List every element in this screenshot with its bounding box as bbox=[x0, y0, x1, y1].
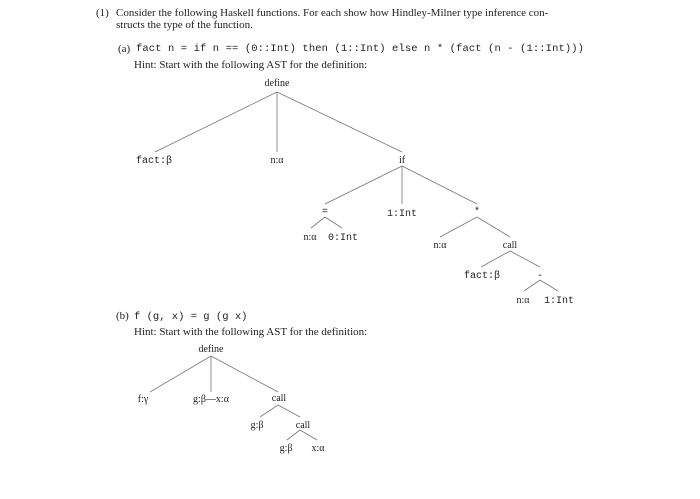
problem-text-line-1: Consider the following Haskell functions. For each show how Hindley-Milner type inference con- bbox=[116, 7, 549, 19]
edge-b-define-f bbox=[150, 356, 211, 392]
problem-number: (1) bbox=[96, 7, 109, 19]
part-a-hint: Hint: Start with the following AST for the definition: bbox=[134, 59, 368, 71]
problem-text-line-2: structs the type of the function. bbox=[116, 19, 253, 31]
part-a-label: (a) bbox=[118, 43, 131, 55]
node-b-define: define bbox=[198, 344, 224, 355]
node-b-f: f:γ bbox=[137, 394, 149, 405]
node-call-fact: fact:β bbox=[463, 271, 501, 282]
node-eq-n: n:α bbox=[303, 232, 317, 243]
node-if: if bbox=[398, 155, 406, 166]
node-call: call bbox=[502, 240, 518, 251]
node-b-call1: call bbox=[271, 393, 287, 404]
node-eq: = bbox=[321, 207, 329, 218]
node-eq-zero: 0:Int bbox=[327, 233, 359, 244]
node-b-g1: g:β bbox=[250, 420, 264, 431]
node-mul-n: n:α bbox=[433, 240, 447, 251]
edge-b-call1-g bbox=[260, 405, 278, 417]
node-b-call2: call bbox=[295, 420, 311, 431]
edge-b-call1-call2 bbox=[278, 405, 300, 417]
part-b-code: f (g, x) = g (g x) bbox=[134, 311, 248, 323]
node-b-x: x:α bbox=[311, 443, 325, 454]
node-b-g2: g:β bbox=[279, 443, 293, 454]
node-b-garg: g:β—x:α bbox=[193, 394, 229, 405]
node-one: 1:Int bbox=[386, 209, 418, 220]
edge-b-call2-x bbox=[300, 430, 317, 440]
node-minus-n: n:α bbox=[516, 295, 530, 306]
edge-b-call2-g bbox=[287, 430, 300, 440]
part-b-label: (b) bbox=[116, 310, 129, 322]
edge-b-define-call1 bbox=[211, 356, 278, 392]
node-n: n:α bbox=[270, 155, 284, 166]
node-minus-one: 1:Int bbox=[543, 296, 575, 307]
part-b-hint: Hint: Start with the following AST for the definition: bbox=[134, 326, 368, 338]
node-fact: fact:β bbox=[136, 156, 173, 167]
part-a-code: fact n = if n == (0::Int) then (1::Int) else n * (fact (n - (1::Int))) bbox=[136, 43, 585, 55]
node-star: * bbox=[473, 207, 481, 218]
node-minus: - bbox=[536, 271, 544, 282]
node-define: define bbox=[264, 78, 290, 89]
